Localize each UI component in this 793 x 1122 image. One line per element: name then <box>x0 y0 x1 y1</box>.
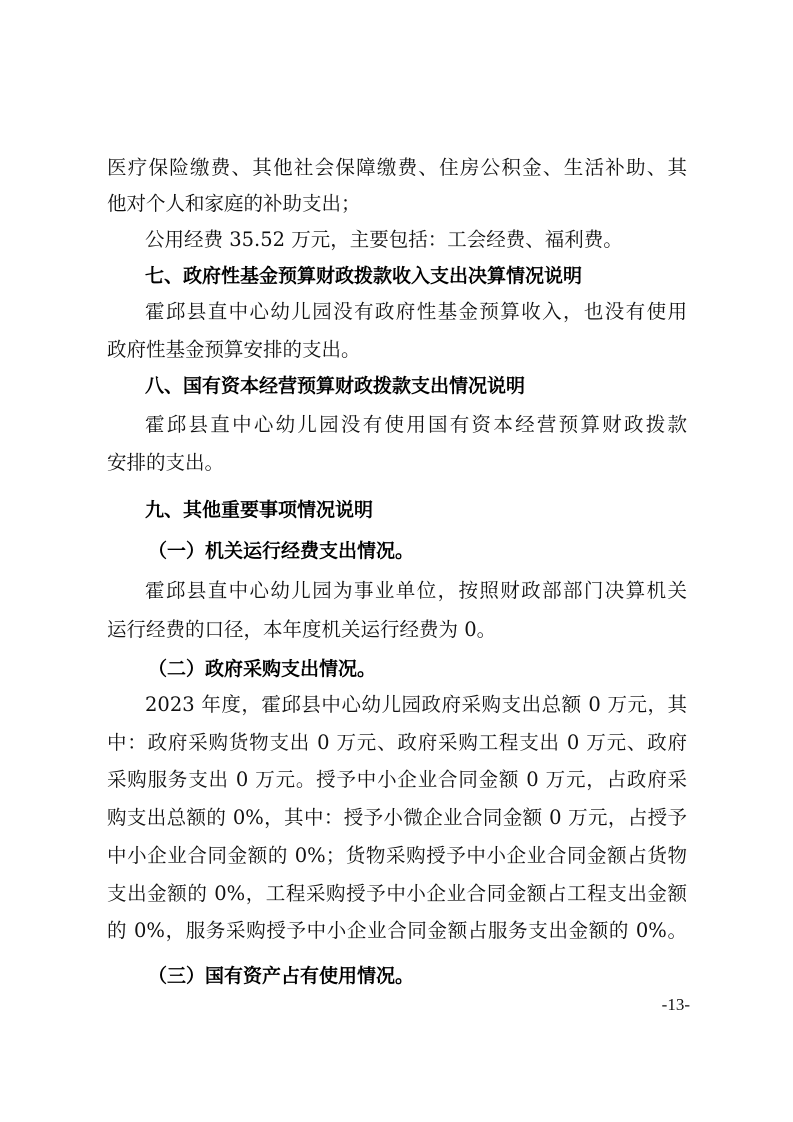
paragraph-line: 政府性基金预算安排的支出。 <box>107 338 361 361</box>
paragraph-line: 霍邱县直中心幼儿园为事业单位，按照财政部部门决算机关 <box>145 579 687 602</box>
paragraph-line: 采购服务支出 0 万元。授予中小企业合同金额 0 万元，占政府采 <box>107 768 687 791</box>
paragraph-line: 霍邱县直中心幼儿园没有使用国有资本经营预算财政拨款 <box>145 413 687 436</box>
paragraph-line: 的 0%，服务采购授予中小企业合同金额占服务支出金额的 0%。 <box>107 919 687 942</box>
section-heading-8: 八、国有资本经营预算财政拨款支出情况说明 <box>145 375 526 397</box>
subsection-heading-1: （一）机关运行经费支出情况。 <box>148 540 415 562</box>
subsection-heading-3: （三）国有资产占有使用情况。 <box>148 965 415 987</box>
subsection-heading-2: （二）政府采购支出情况。 <box>148 658 377 680</box>
paragraph-line: 他对个人和家庭的补助支出； <box>107 192 361 215</box>
paragraph-line: 中：政府采购货物支出 0 万元、政府采购工程支出 0 万元、政府 <box>107 731 687 754</box>
paragraph-line: 安排的支出。 <box>107 451 225 474</box>
paragraph-line: 支出金额的 0%，工程采购授予中小企业合同金额占工程支出金额 <box>107 882 687 905</box>
paragraph-line: 霍邱县直中心幼儿园没有政府性基金预算收入，也没有使用 <box>145 300 687 323</box>
paragraph-line: 中小企业合同金额的 0%；货物采购授予中小企业合同金额占货物 <box>107 844 687 867</box>
section-heading-7: 七、政府性基金预算财政拨款收入支出决算情况说明 <box>145 265 583 287</box>
paragraph-line: 运行经费的口径，本年度机关运行经费为 0。 <box>107 618 497 641</box>
page-number: -13- <box>661 995 690 1014</box>
paragraph-line: 购支出总额的 0%，其中：授予小微企业合同金额 0 万元，占授予 <box>107 806 687 829</box>
paragraph-line: 公用经费 35.52 万元，主要包括：工会经费、福利费。 <box>145 228 623 251</box>
paragraph-line: 2023 年度，霍邱县中心幼儿园政府采购支出总额 0 万元，其 <box>145 693 687 716</box>
section-heading-9: 九、其他重要事项情况说明 <box>145 499 374 521</box>
paragraph-line: 医疗保险缴费、其他社会保障缴费、住房公积金、生活补助、其 <box>107 156 687 179</box>
